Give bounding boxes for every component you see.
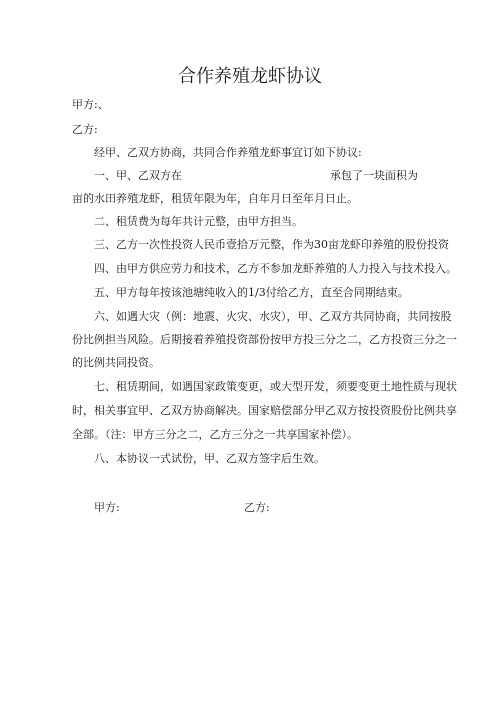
clause-6-line2: 份比例担当风险。后期接着养殖投资部份按甲方投三分之二，乙方投资三分之一 (72, 333, 457, 346)
clause-4: 四、由甲方供应劳力和技术，乙方不参加龙虾养殖的人力投入与技术投入。 (94, 262, 457, 275)
clause-1-left: 一、甲、乙双方在 (94, 169, 182, 182)
party-a-line: 甲方:、 (72, 98, 109, 111)
clause-3: 三、乙方一次性投资人民币壹拾万元整，作为30亩龙虾印养殖的股份投资 (94, 238, 449, 251)
party-b-line: 乙方: (72, 123, 98, 136)
clause-7-line3: 全部。（注：甲方三分之二，乙方三分之一共享国家补偿）。 (72, 428, 358, 441)
signature-party-a: 甲方: (94, 501, 120, 514)
clause-5: 五、甲方每年按该池塘纯收入的1/3付给乙方，直至合同期结束。 (94, 286, 409, 299)
clause-6-line3: 的比例共同投资。 (72, 356, 160, 369)
document-title: 合作养殖龙虾协议 (178, 66, 322, 87)
signature-party-b: 乙方: (244, 501, 270, 514)
clause-6-line1: 六、如遇大灾（例：地震、火灾、水灾），甲、乙双方共同协商，共同按股 (94, 310, 452, 323)
clause-1-line2: 亩的水田养殖龙虾，租赁年限为年，自年月日至年月日止。 (72, 192, 358, 205)
clause-7-line1: 七、租赁期间，如遇国家政策变更，或大型开发，须要变更土地性质与现状 (94, 380, 457, 393)
intro-paragraph: 经甲、乙双方协商，共同合作养殖龙虾事宜订如下协议: (94, 146, 362, 159)
clause-2: 二、租赁费为每年共计元整，由甲方担当。 (94, 215, 303, 228)
clause-1-right: 承包了一块面积为 (330, 169, 418, 182)
clause-8: 八、本协议一式试份，甲、乙双方签字后生效。 (94, 452, 325, 465)
clause-7-line2: 时，相关事宜甲、乙双方协商解决。国家赔偿部分甲乙双方按投资股份比例共享 (72, 404, 457, 417)
